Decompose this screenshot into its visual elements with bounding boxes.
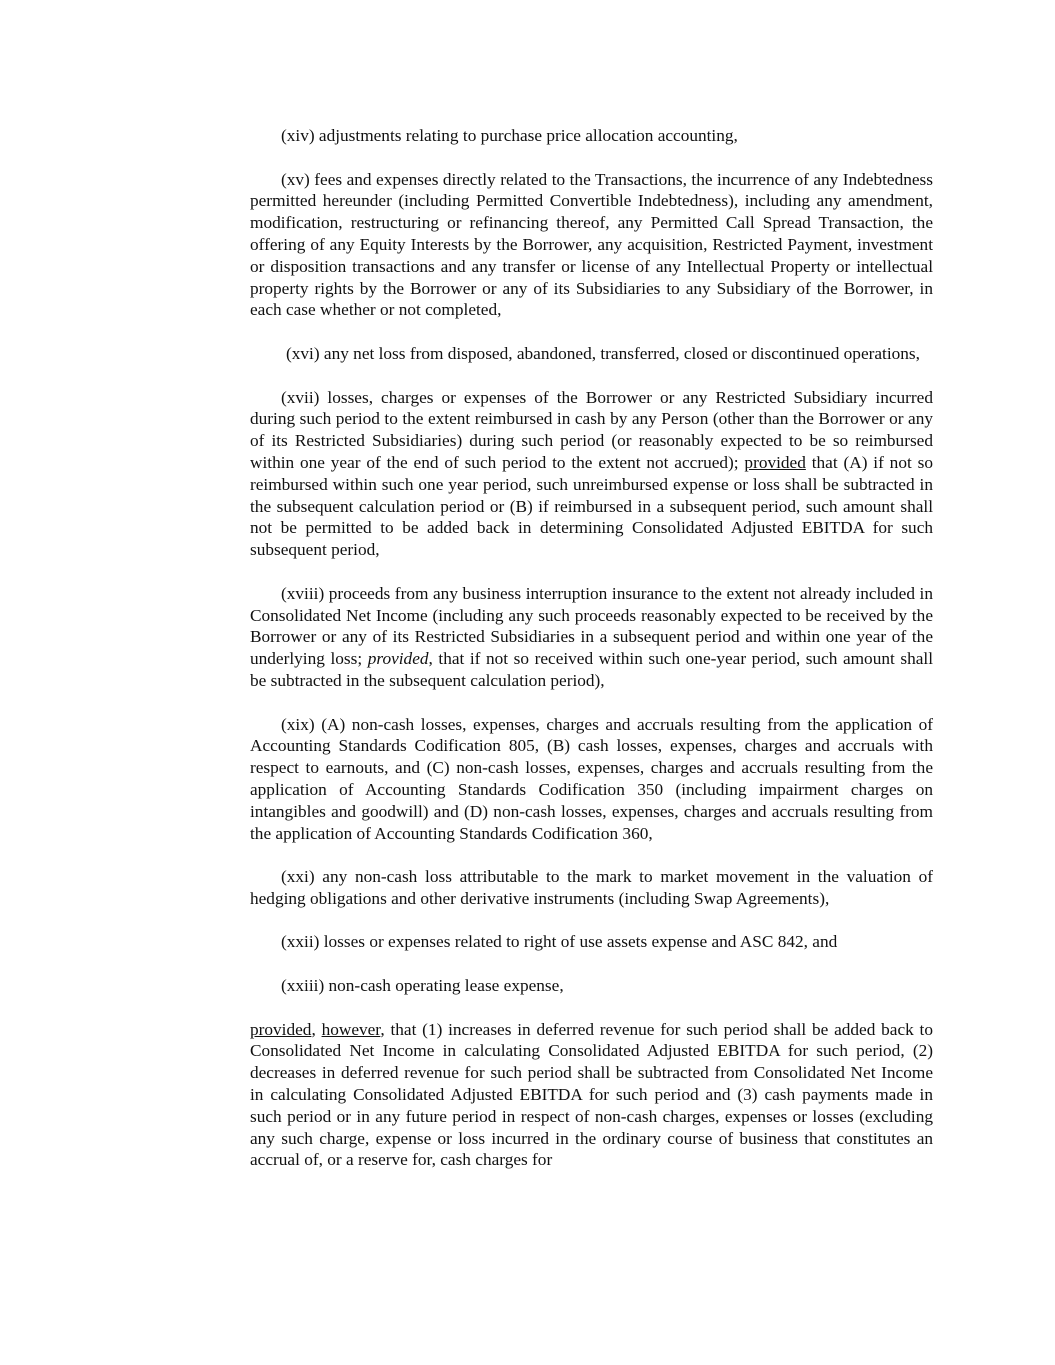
- clause-xvi: [250, 343, 933, 365]
- clause-xviii-text-a: (xviii) proceeds from any business interruption insurance to the extent not already included in Consolidated Net Income (including any such proceeds reasonably expected to be received by the Borrower or any of its Restricted Subsidiaries in a subsequent period and within one year of the underlying loss;: [250, 583, 933, 669]
- clause-xxiii-text: (xxiii) non-cash operating lease expense,: [281, 976, 564, 996]
- clause-xix-text: (xix) (A) non-cash losses, expenses, charges and accruals resulting from the application of Accounting Standards Codification 805, (B) cash losses, expenses, charges and accruals with respect to earnouts, and (C) non-cash losses, expenses, charges and accruals resulting from the application of Accounting Standards Codification 350 (including impairment charges on intangibles and goodwill) and (D) non-cash losses, expenses, charges and accruals resulting from the application of Accounting Standards Codification 360,: [250, 714, 933, 843]
- clause-xxii-text: (xxii) losses or expenses related to right of use assets expense and ASC 842, and: [281, 932, 838, 952]
- provided-term-underlined: provided: [744, 452, 806, 472]
- clause-xvii-text-a: (xvii) losses, charges or expenses of the Borrower or any Restricted Subsidiary incurred during such period to the extent reimbursed in cash by any Person (other than the Borrower or any of its Restricted Subsidiaries) during such period (or reasonably expected to be so reimbursed within one year of the end of such period to the extent not accrued);: [250, 387, 933, 472]
- clause-xxiii: [250, 975, 933, 997]
- clause-xv: [250, 169, 933, 322]
- clause-xxi: [250, 866, 933, 910]
- proviso-paragraph: [250, 1019, 933, 1172]
- clause-xv-text: (xv) fees and expenses directly related to the Transactions, the incurrence of any Indebtedness permitted hereunder (including Permitted Convertible Indebtedness), including any amendment, modification, restructuring or refinancing thereof, any Permitted Call Spread Transaction, the offering of any Equity Interests by the Borrower, any acquisition, Restricted Payment, investment or disposition transactions and any transfer or license of any Intellectual Property or intellectual property rights by the Borrower or any of its Subsidiaries to any Subsidiary of the Borrower, in each case whether or not completed,: [250, 169, 933, 320]
- clause-xviii-text-b: , that if not so received within such one-year period, such amount shall be subtracted in the subsequent calculation period),: [250, 649, 933, 690]
- proviso-however-term: however: [321, 1019, 381, 1039]
- proviso-text: , that (1) increases in deferred revenue for such period shall be added back to Consolidated Net Income in calculating Consolidated Adjusted EBITDA for such period, (2) decreases in deferred revenue for such period shall be subtracted from Consolidated Net Income in calculating Consolidated Adjusted EBITDA for such period and (3) cash payments made in such period or in any future period in respect of non-cash charges, expenses or losses (excluding any such charge, expense or loss incurred in the ordinary course of business that constitutes an accrual of, or a reserve for, cash charges for: [250, 1019, 933, 1170]
- clause-xviii: [250, 583, 933, 692]
- clause-xxi-text: (xxi) any non-cash loss attributable to the mark to market movement in the valuation of hedging obligations and other derivative instruments (including Swap Agreements),: [250, 867, 933, 908]
- proviso-provided-term: provided: [250, 1019, 312, 1039]
- clause-xiv-text: (xiv) adjustments relating to purchase price allocation accounting,: [281, 126, 738, 145]
- clause-xiv: [250, 125, 933, 147]
- document-page: [250, 125, 933, 1193]
- clause-xxii: [250, 931, 933, 953]
- clause-xvi-text: (xvi) any net loss from disposed, abandoned, transferred, closed or discontinued operations,: [286, 343, 920, 363]
- clause-xix: [250, 714, 933, 845]
- clause-xvii-text-b: that (A) if not so reimbursed within such one year period, such unreimbursed expense or loss shall be subtracted in the subsequent calculation period or (B) if reimbursed in a subsequent period, such amount shall not be permitted to be added back in determining Consolidated Adjusted EBITDA for such subsequent period,: [250, 452, 933, 560]
- clause-xvii: [250, 387, 933, 561]
- provided-term-italic: provided: [367, 649, 429, 669]
- proviso-separator: ,: [311, 1019, 316, 1039]
